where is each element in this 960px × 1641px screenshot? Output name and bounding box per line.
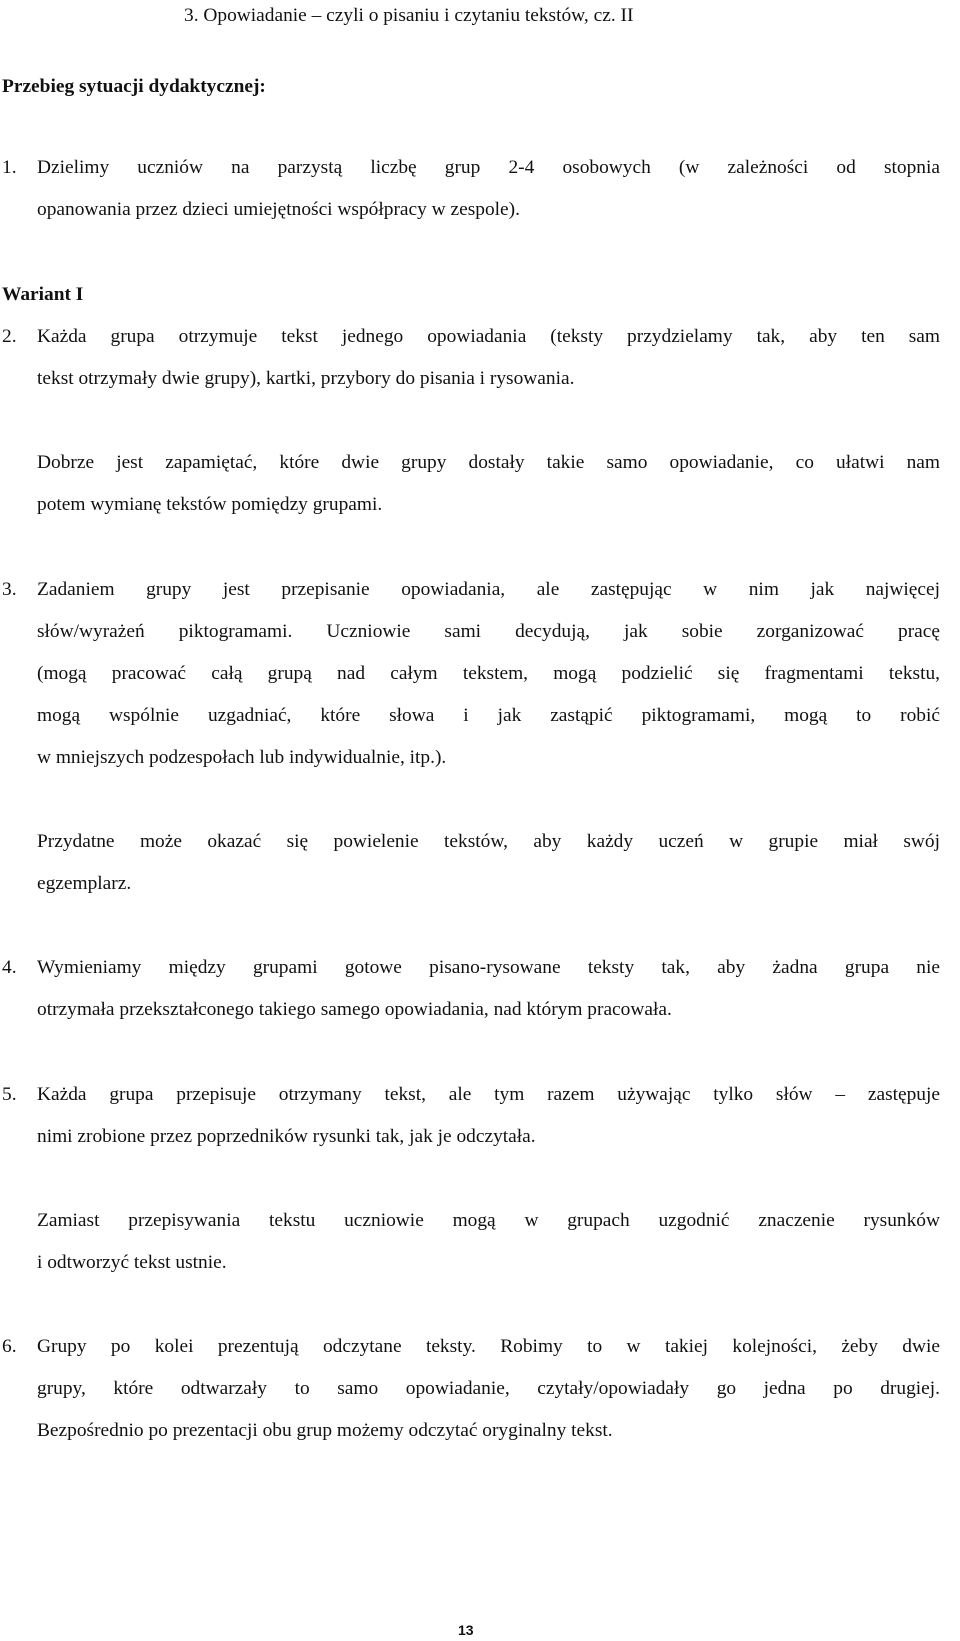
item-5-note-line-2: i odtworzyć tekst ustnie.	[37, 1252, 227, 1273]
item-5-note-line-1: Zamiast przepisywania tekstu uczniowie mogą w grupach uzgodnić znaczenie rysunków	[37, 1210, 940, 1231]
item-2-note-line-1: Dobrze jest zapamiętać, które dwie grupy dostały takie samo opowiadanie, co ułatwi nam	[37, 452, 940, 473]
item-2-note-line-2: potem wymianę tekstów pomiędzy grupami.	[37, 494, 383, 515]
item-2-line-2: tekst otrzymały dwie grupy), kartki, przybory do pisania i rysowania.	[37, 368, 575, 389]
item-3-line-2: słów/wyrażeń piktogramami. Uczniowie sami decydują, jak sobie zorganizować pracę	[37, 621, 940, 642]
item-4-line-2: otrzymała przekształconego takiego samego opowiadania, nad którym pracowała.	[37, 999, 672, 1020]
item-6-number: 6.	[2, 1336, 17, 1357]
item-6-line-1: Grupy po kolei prezentują odczytane teksty. Robimy to w takiej kolejności, żeby dwie	[37, 1336, 940, 1357]
item-2-line-1: Każda grupa otrzymuje tekst jednego opowiadania (teksty przydzielamy tak, aby ten sam	[37, 326, 940, 347]
item-1-number: 1.	[2, 157, 17, 178]
item-3-line-3: (mogą pracować całą grupą nad całym tekstem, mogą podzielić się fragmentami tekstu,	[37, 663, 940, 684]
document-title: 3. Opowiadanie – czyli o pisaniu i czytaniu tekstów, cz. II	[184, 5, 634, 26]
item-3-note-line-2: egzemplarz.	[37, 873, 132, 894]
page-number: 13	[458, 1622, 474, 1638]
item-6-line-3: Bezpośrednio po prezentacji obu grup możemy odczytać oryginalny tekst.	[37, 1420, 613, 1441]
item-3-line-4: mogą wspólnie uzgadniać, które słowa i jak zastąpić piktogramami, mogą to robić	[37, 705, 940, 726]
item-3-number: 3.	[2, 579, 17, 600]
item-3-line-5: w mniejszych podzespołach lub indywidualnie, itp.).	[37, 747, 447, 768]
item-5-number: 5.	[2, 1084, 17, 1105]
variant-heading: Wariant I	[2, 284, 84, 305]
item-4-number: 4.	[2, 957, 17, 978]
item-5-line-1: Każda grupa przepisuje otrzymany tekst, ale tym razem używając tylko słów – zastępuje	[37, 1084, 940, 1105]
item-1-line-2: opanowania przez dzieci umiejętności współpracy w zespole).	[37, 199, 520, 220]
item-4-line-1: Wymieniamy między grupami gotowe pisano-rysowane teksty tak, aby żadna grupa nie	[37, 957, 940, 978]
item-3-note-line-1: Przydatne może okazać się powielenie tekstów, aby każdy uczeń w grupie miał swój	[37, 831, 940, 852]
item-2-number: 2.	[2, 326, 17, 347]
item-5-line-2: nimi zrobione przez poprzedników rysunki tak, jak je odczytała.	[37, 1126, 536, 1147]
section-heading: Przebieg sytuacji dydaktycznej:	[2, 76, 266, 97]
item-6-line-2: grupy, które odtwarzały to samo opowiadanie, czytały/opowiadały go jedna po drugiej.	[37, 1378, 940, 1399]
item-1-line-1: Dzielimy uczniów na parzystą liczbę grup 2-4 osobowych (w zależności od stopnia	[37, 157, 940, 178]
item-3-line-1: Zadaniem grupy jest przepisanie opowiadania, ale zastępując w nim jak najwięcej	[37, 579, 940, 600]
